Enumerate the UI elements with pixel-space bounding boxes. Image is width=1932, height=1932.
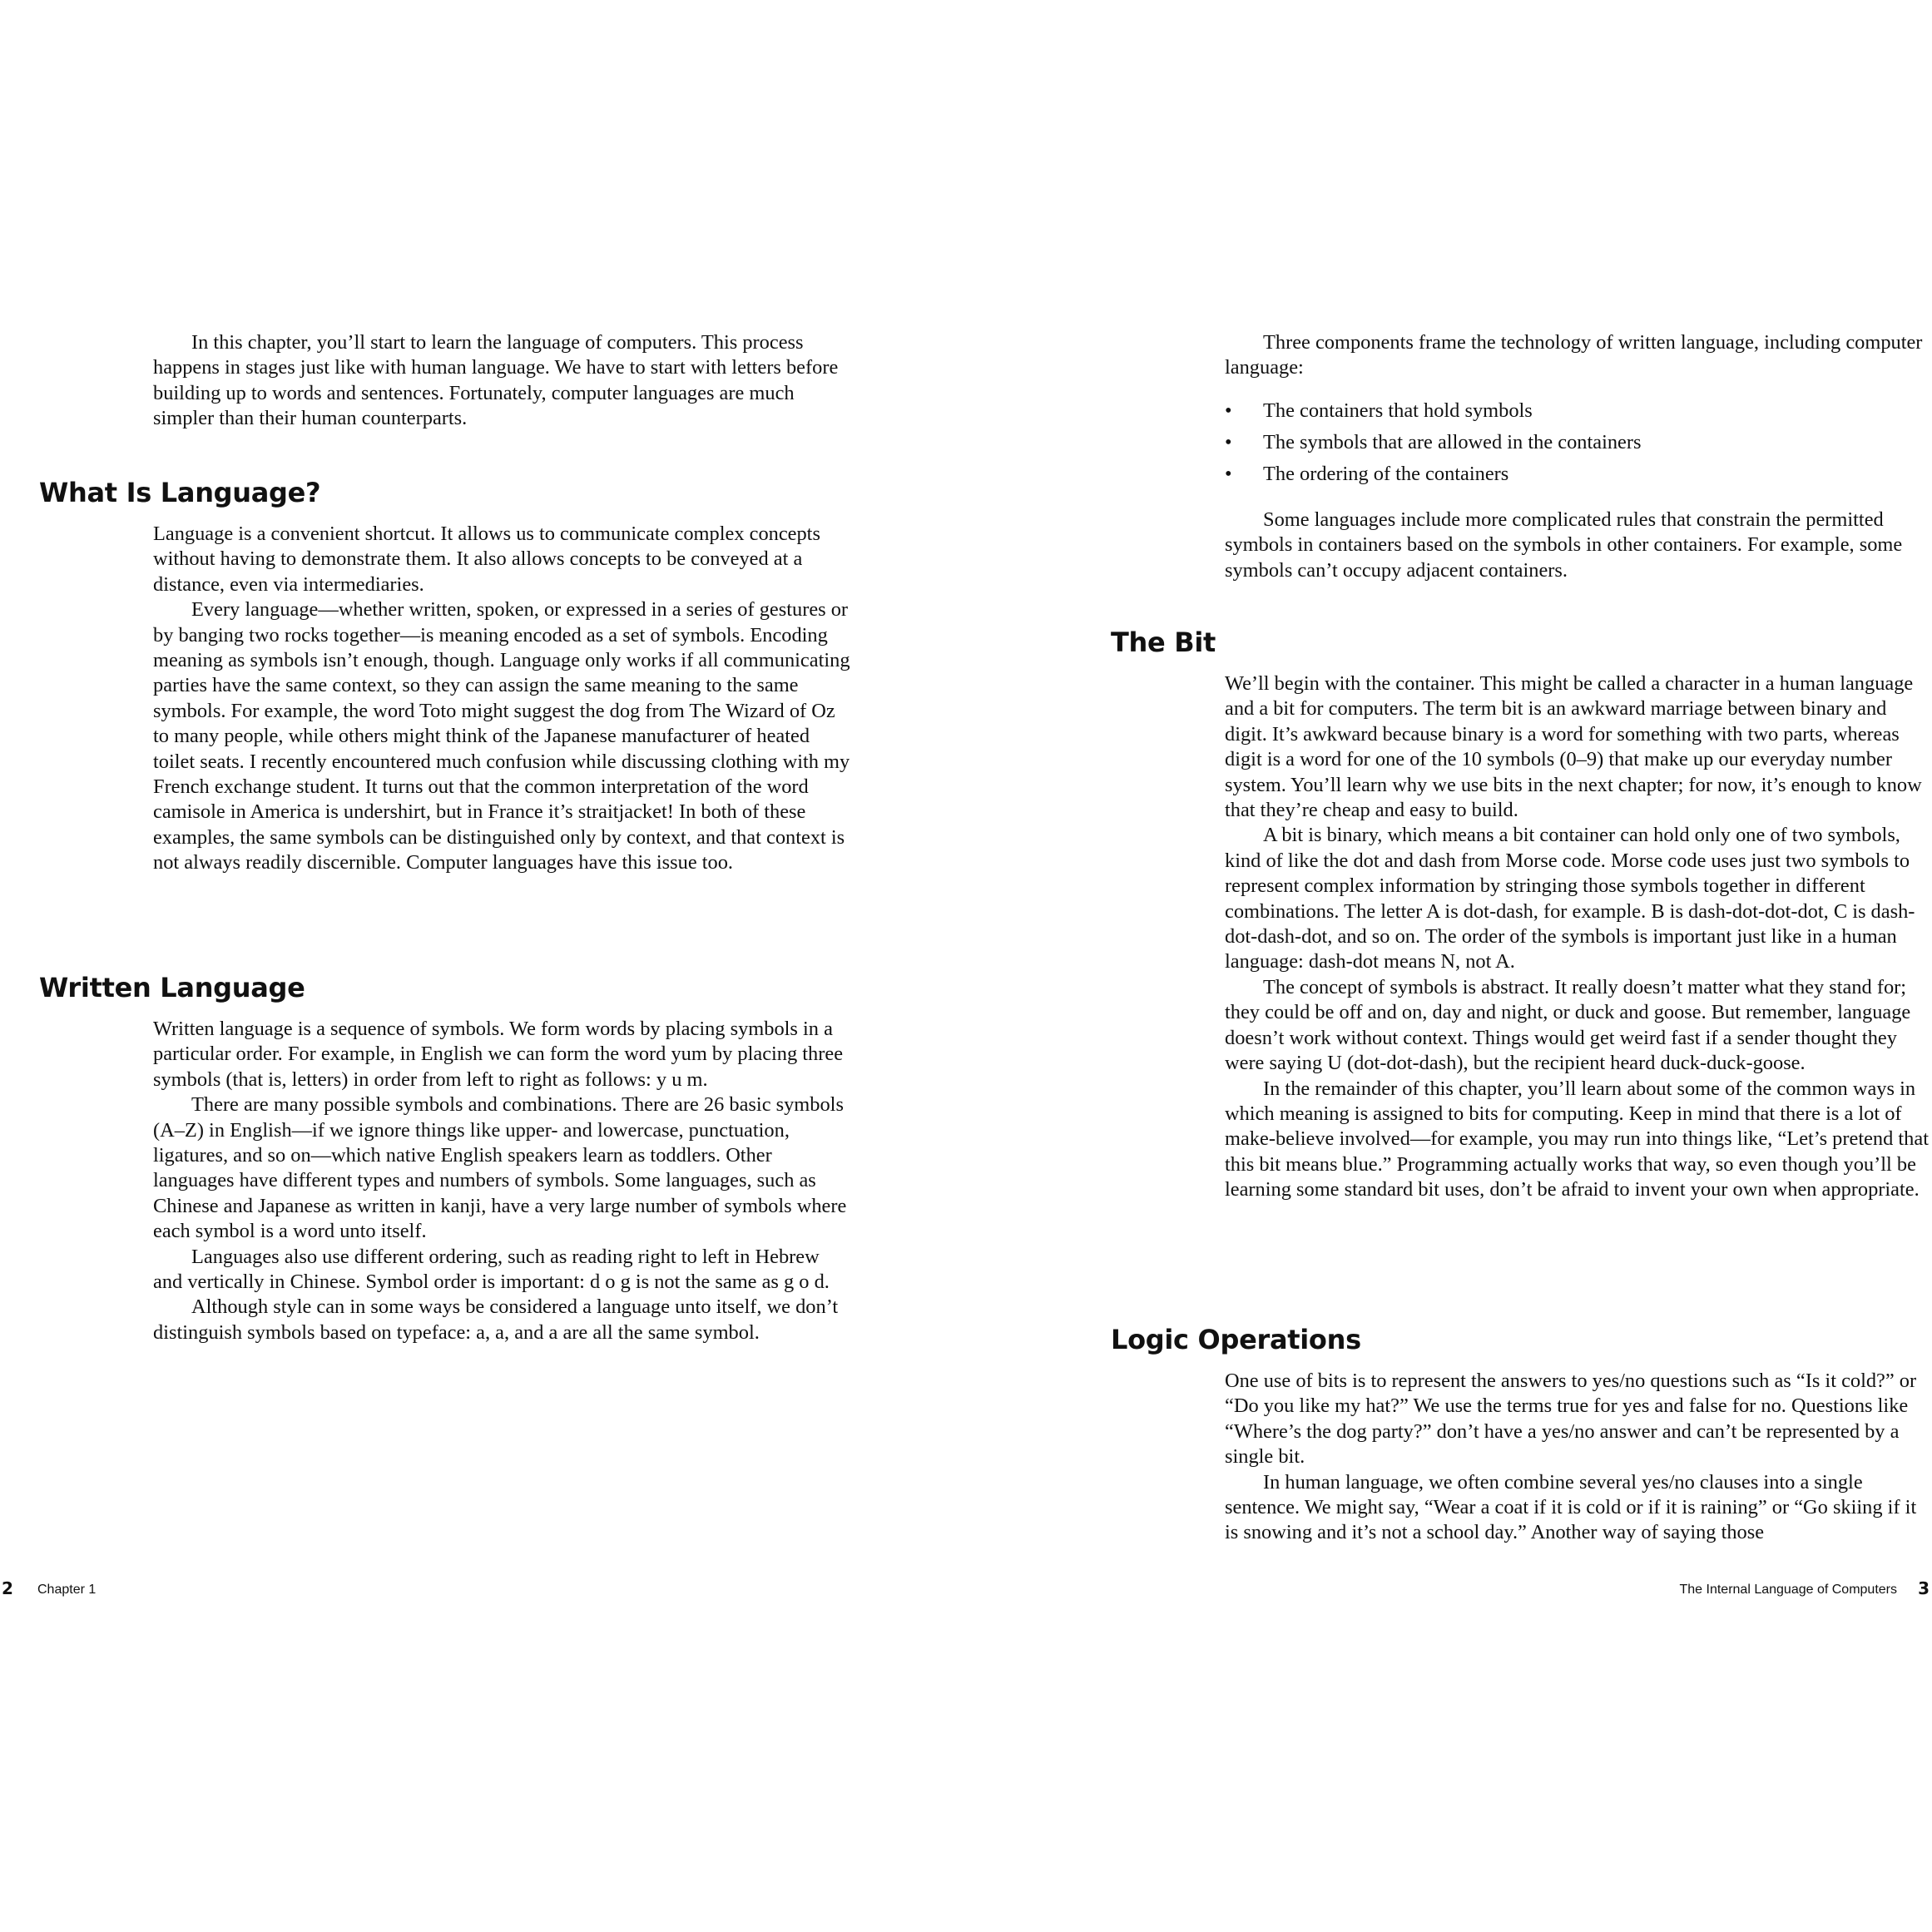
section-heading-written-language: Written Language [39,972,305,1003]
the-bit-body [1225,671,1932,1203]
list-item-text: The ordering of the containers [1263,463,1509,485]
what-is-language-paragraph-2: Every language—whether written, spoken, or expressed in a series of gestures or by banging two rocks together—is meaning encoded as a set of symbols. Encoding meaning as symbols isn’t enough, though. Language only works if all communicating parties have the same context, so they can assign the same meaning to the same symbols. For example, the word Toto might suggest the dog from The Wizard of Oz to many people, while others might think of the Japanese manufacturer of heated toilet seats. I recently encountered much confusion while discussing clothing with my French exchange student. It turns out that the common interpretation of the word camisole in America is undershirt, but in France it’s straitjacket! In both of these examples, the same symbols can be distinguished only by context, and that context is not always readily discernible. Computer languages have this issue too. [153,598,850,874]
logic-operations-body [1225,1369,1932,1546]
list-item [1225,462,1932,493]
bullet-icon: • [1225,399,1232,422]
list-item [1225,430,1932,462]
the-bit-paragraph-1: We’ll begin with the container. This might be called a character in a human language and a bit for computers. The term bit is an awkward marriage between binary and digit. It’s awkward because binary is a word for something with two parts, whereas digit is a word for one of the 10 symbols (0–9) that make up our everyday number system. You’ll learn why we use bits in the next chapter; for now, it’s enough to know that they’re cheap and easy to build. [1225,672,1922,822]
components-list [1225,399,1932,493]
what-is-language-body [153,522,852,876]
left-page [0,0,965,1932]
section-heading-logic-operations: Logic Operations [1111,1324,1361,1355]
running-head-left: Chapter 1 [37,1583,97,1597]
page-number-right: 3 [1918,1578,1930,1598]
written-language-paragraph-2: There are many possible symbols and combinations. There are 26 basic symbols (A–Z) in English—if we ignore things like upper- and lowercase, punctuation, ligatures, and so on—which native English speakers learn as toddlers. Other languages have different types and numbers of symbols. Some languages, such as Chinese and Japanese as written in kanji, have a very large number of symbols where each symbol is a word unto itself. [153,1093,847,1243]
section-heading-what-is-language: What Is Language? [39,477,321,508]
page-number-left: 2 [2,1578,13,1598]
the-bit-paragraph-3: The concept of symbols is abstract. It really doesn’t matter what they stand for; they could be off and on, day and night, or duck and goose. But remember, language doesn’t work without context. Things would get weird fast if a sender thought they were saying U (dot-dot-dash), but the recipient heard duck-duck-goose. [1225,975,1911,1075]
the-bit-paragraph-4: In the remainder of this chapter, you’ll learn about some of the common ways in which meaning is assigned to bits for computing. Keep in mind that there is a lot of make-believe involved—for example, you may run into things like, “Let’s pretend that this bit means blue.” Programming actually works that way, so even though you’ll be learning some standard bit uses, don’t be afraid to invent your own when appropriate. [1225,1077,1929,1201]
bullet-icon: • [1225,431,1232,453]
written-language-paragraph-4: Although style can in some ways be considered a language unto itself, we don’t distinguish symbols based on typeface: a, a, and a are all the same symbol. [153,1295,839,1344]
right-page [966,0,1932,1932]
bullet-icon: • [1225,463,1232,485]
list-item-text: The symbols that are allowed in the containers [1263,431,1642,453]
logic-operations-paragraph-1: One use of bits is to represent the answers to yes/no questions such as “Is it cold?” or “Do you like my hat?” We use the terms true for yes and false for no. Questions like “Where’s the dog party?” don’t have a yes/no answer and can’t be represented by a single bit. [1225,1370,1917,1469]
intro-block [153,330,852,432]
running-head-right: The Internal Language of Computers [1679,1583,1897,1597]
written-language-paragraph-1: Written language is a sequence of symbols. We form words by placing symbols in a particular order. For example, in English we can form the word yum by placing three symbols (that is, letters) in order from left to right as follows: y u m. [153,1018,844,1091]
right-intro-paragraph: Three components frame the technology of written language, including computer language: [1225,331,1923,379]
after-list-paragraph: Some languages include more complicated rules that constrain the permitted symbols in containers based on the symbols in other containers. For example, some symbols can’t occupy adjacent containers. [1225,508,1903,582]
list-item-text: The containers that hold symbols [1263,399,1533,422]
what-is-language-paragraph-1: Language is a convenient shortcut. It allows us to communicate complex concepts without having to demonstrate them. It also allows concepts to be conveyed at a distance, even via intermediaries. [153,523,820,596]
the-bit-paragraph-2: A bit is binary, which means a bit container can hold only one of two symbols, kind of like the dot and dash from Morse code. Morse code uses just two symbols to represent complex information by stringing those symbols together in different combinations. The letter A is dot-dash, for example. B is dash-dot-dot-dot, C is dash-dot-dash-dot, and so on. The order of the symbols is important just like in a human language: dash-dot means N, not A. [1225,824,1915,973]
intro-paragraph: In this chapter, you’ll start to learn the language of computers. This process happens in stages just like with human language. We have to start with letters before building up to words and sentences. Fortunately, computer languages are much simpler than their human counterparts. [153,331,839,430]
list-item [1225,399,1932,430]
components-list-block [1225,399,1932,493]
written-language-paragraph-3: Languages also use different ordering, such as reading right to left in Hebrew and vertically in Chinese. Symbol order is important: d o g is not the same as g o d. [153,1245,830,1294]
written-language-body [153,1017,852,1345]
logic-operations-paragraph-2: In human language, we often combine several yes/no clauses into a single sentence. We might say, “Wear a coat if it is cold or if it is raining” or “Go skiing if it is snowing and it’s not a school day.” Another way of saying those [1225,1470,1917,1544]
after-list-block [1225,508,1932,583]
right-intro-block [1225,330,1932,381]
section-heading-the-bit: The Bit [1111,627,1216,658]
